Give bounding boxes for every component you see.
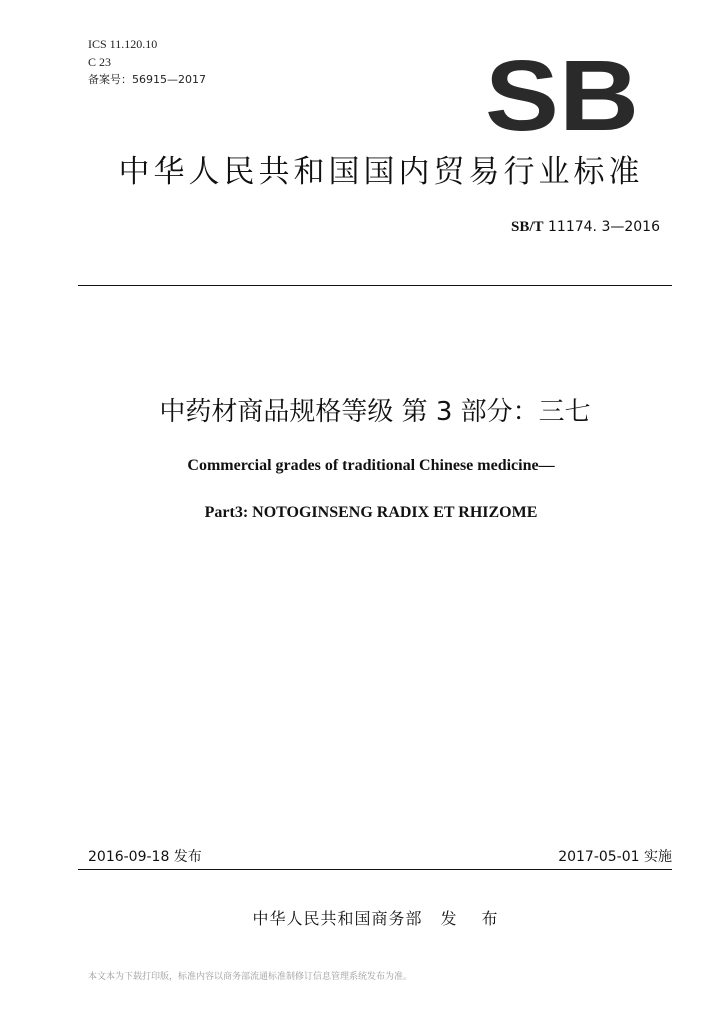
ics-code: ICS 11.120.10 <box>88 37 158 51</box>
implementation-date: 2017-05-01 实施 <box>558 849 672 865</box>
standard-number-value: 11174. 3—2016 <box>548 219 660 235</box>
title-chinese: 中药材商品规格等级 第 3 部分：三七 <box>159 397 591 427</box>
publisher <box>0 908 724 930</box>
record-number: 备案号：56915—2017 <box>88 73 206 86</box>
publisher-name: 中华人民共和国商务部 <box>252 909 423 928</box>
sb-logo <box>484 54 640 132</box>
top-divider <box>78 285 672 286</box>
title-english-line1: Commercial grades of traditional Chinese medicine— <box>187 457 555 474</box>
publisher-issue-word: 发 布 <box>440 909 508 928</box>
ccs-code: C 23 <box>88 55 112 69</box>
standard-number <box>511 218 660 236</box>
footer-note: 本文本为下载打印版，标准内容以商务部流通标准制修订信息管理系统发布为准。 <box>88 972 413 982</box>
title-english-line2: Part3: NOTOGINSENG RADIX ET RHIZOME <box>204 504 538 521</box>
standard-code: SB/T <box>511 219 544 235</box>
standard-type-heading: 中华人民共和国国内贸易行业标准 <box>118 154 644 190</box>
sb-logo-text: SB <box>485 54 639 132</box>
bottom-divider <box>78 869 672 870</box>
issue-date: 2016-09-18 发布 <box>88 849 202 865</box>
